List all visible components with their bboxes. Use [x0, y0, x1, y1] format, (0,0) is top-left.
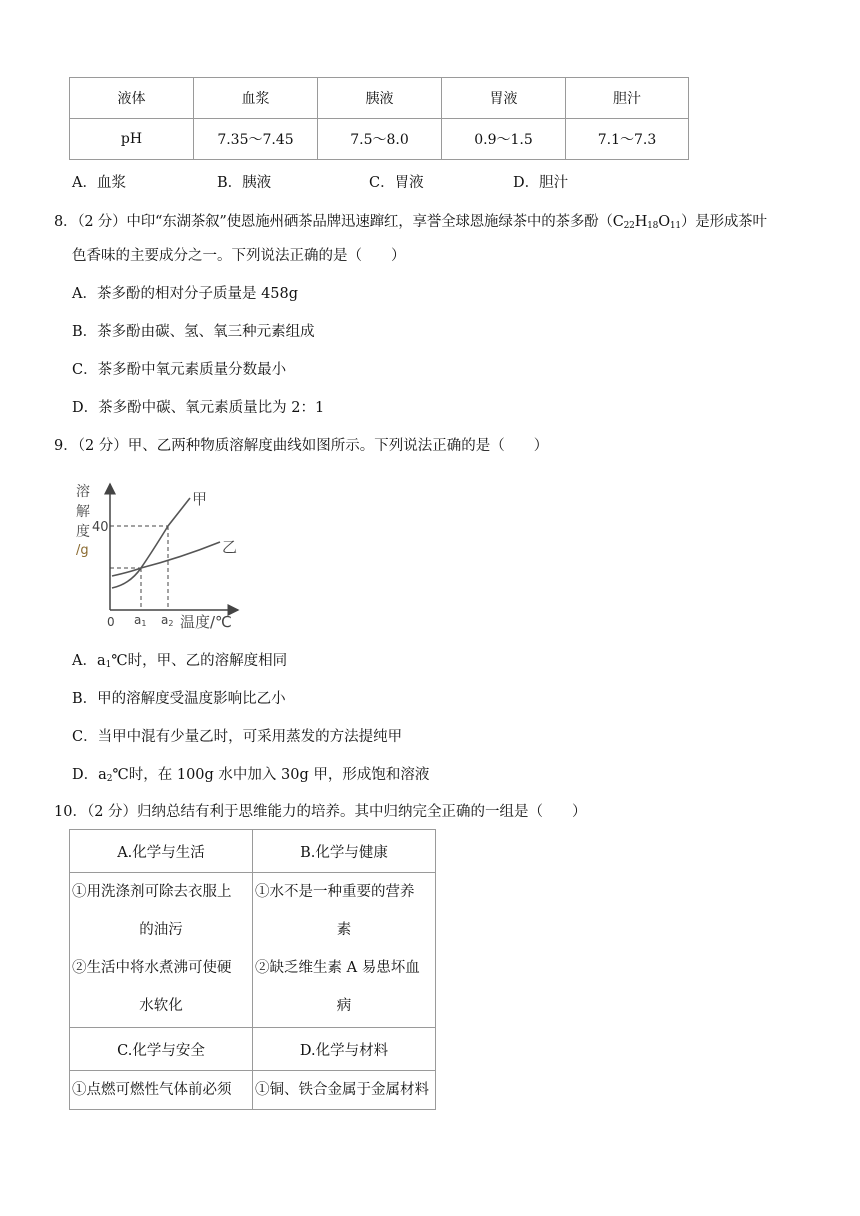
cell-title-c: C.化学与安全 — [70, 1028, 253, 1071]
origin-label: 0 — [107, 615, 115, 629]
table-row — [70, 119, 689, 160]
x-axis-label: 温度/℃ — [180, 613, 232, 631]
cell-content-a — [70, 873, 253, 1028]
x-tick-label-a1: a1 — [134, 613, 147, 628]
cell-content-d — [253, 1071, 436, 1110]
cell-line: 水软化 — [139, 998, 183, 1014]
table-header-cell: 液体 — [70, 78, 194, 119]
option-a: A．血浆 — [72, 175, 126, 191]
table-cell: 7.5～8.0 — [318, 119, 442, 160]
cell-line: ②缺乏维生素 A 易患坏血 — [255, 960, 420, 976]
table-cell: 7.35～7.45 — [194, 119, 318, 160]
subscript: 11 — [669, 221, 681, 231]
option-d: D．胆汁 — [513, 175, 569, 191]
cell-line: ①铜、铁合金属于金属材料 — [255, 1082, 429, 1098]
q8-option-c: C．茶多酚中氧元素质量分数最小 — [72, 362, 287, 378]
q9-option-c: C．当甲中混有少量乙时，可采用蒸发的方法提纯甲 — [72, 729, 403, 745]
subscript: 18 — [647, 221, 659, 231]
cell-line: ①水不是一种重要的营养 — [255, 884, 415, 900]
q9-option-d — [72, 765, 429, 789]
cell-title-a: A.化学与生活 — [70, 830, 253, 873]
cell-line: ①用洗涤剂可除去衣服上 — [72, 884, 232, 900]
cell-line: 病 — [336, 998, 352, 1014]
cell-line: ②生活中将水煮沸可使硬 — [72, 960, 232, 976]
q7-options — [0, 171, 860, 191]
table-row — [70, 830, 436, 873]
q8-text: O — [658, 214, 670, 230]
y-tick-label: 40 — [92, 520, 109, 535]
series-label-yi: 乙 — [222, 538, 238, 556]
table-row — [70, 873, 436, 1028]
curve-jia — [112, 498, 190, 588]
ylabel-char: 度 — [76, 524, 90, 540]
subscript: 2 — [106, 774, 113, 784]
q8-stem-line2: 色香味的主要成分之一。下列说法正确的是（ ） — [72, 248, 406, 264]
option-text: ℃时，甲、乙的溶解度相同 — [111, 653, 288, 669]
cell-title-b: B.化学与健康 — [253, 830, 436, 873]
option-text: A．a — [72, 653, 106, 669]
cell-line: ①点燃可燃性气体前必须 — [72, 1082, 232, 1098]
curve-yi — [112, 542, 220, 576]
table-cell: 0.9～1.5 — [442, 119, 566, 160]
q10-stem: 10．（2 分）归纳总结有利于思维能力的培养。其中归纳完全正确的一组是（ ） — [54, 804, 587, 820]
table-header-cell: 胃液 — [442, 78, 566, 119]
table-row — [70, 1071, 436, 1110]
option-c: C．胃液 — [369, 175, 424, 191]
q9-option-a — [72, 651, 287, 675]
option-text: ℃时，在 100g 水中加入 30g 甲，形成饱和溶液 — [112, 767, 430, 783]
option-text: D．a — [72, 767, 107, 783]
ylabel-char: 解 — [76, 504, 90, 520]
cell-content-b — [253, 873, 436, 1028]
cell-line: 的油污 — [139, 922, 183, 938]
cell-title-d: D.化学与材料 — [253, 1028, 436, 1071]
q8-option-d: D．茶多酚中碳、氧元素质量比为 2：1 — [72, 400, 325, 416]
q9-option-b: B．甲的溶解度受温度影响比乙小 — [72, 691, 286, 707]
table-header-cell: 胰液 — [318, 78, 442, 119]
table-row-label: pH — [70, 119, 194, 160]
cell-line: 素 — [336, 922, 352, 938]
subscript: 22 — [623, 221, 635, 231]
q8-text: H — [634, 214, 648, 230]
series-label-jia: 甲 — [192, 490, 208, 508]
subscript: 1 — [105, 660, 112, 670]
q8-option-a: A．茶多酚的相对分子质量是 458g — [72, 286, 299, 302]
q8-text: 8．（2 分）中印“东湖茶叙”使恩施州硒茶品牌迅速蹿红，享誉全球恩施绿茶中的茶多酚（C — [54, 214, 624, 230]
cell-content-c — [70, 1071, 253, 1110]
q8-option-b: B．茶多酚由碳、氢、氧三种元素组成 — [72, 324, 315, 340]
q9-stem: 9．（2 分）甲、乙两种物质溶解度曲线如图所示。下列说法正确的是（ ） — [54, 438, 549, 454]
ylabel-char: /g — [76, 543, 89, 558]
summary-table — [69, 829, 436, 1110]
table-header-cell: 胆汁 — [566, 78, 689, 119]
ph-table — [69, 77, 689, 160]
ylabel-char: 溶 — [76, 484, 90, 500]
table-header-cell: 血浆 — [194, 78, 318, 119]
q8-stem-line1 — [54, 212, 767, 236]
q8-text: ）是形成茶叶 — [680, 214, 767, 230]
table-row — [70, 1028, 436, 1071]
table-cell: 7.1～7.3 — [566, 119, 689, 160]
table-row — [70, 78, 689, 119]
solubility-graph — [70, 476, 250, 632]
x-tick-label-a2: a2 — [161, 613, 174, 628]
option-b: B．胰液 — [217, 175, 272, 191]
